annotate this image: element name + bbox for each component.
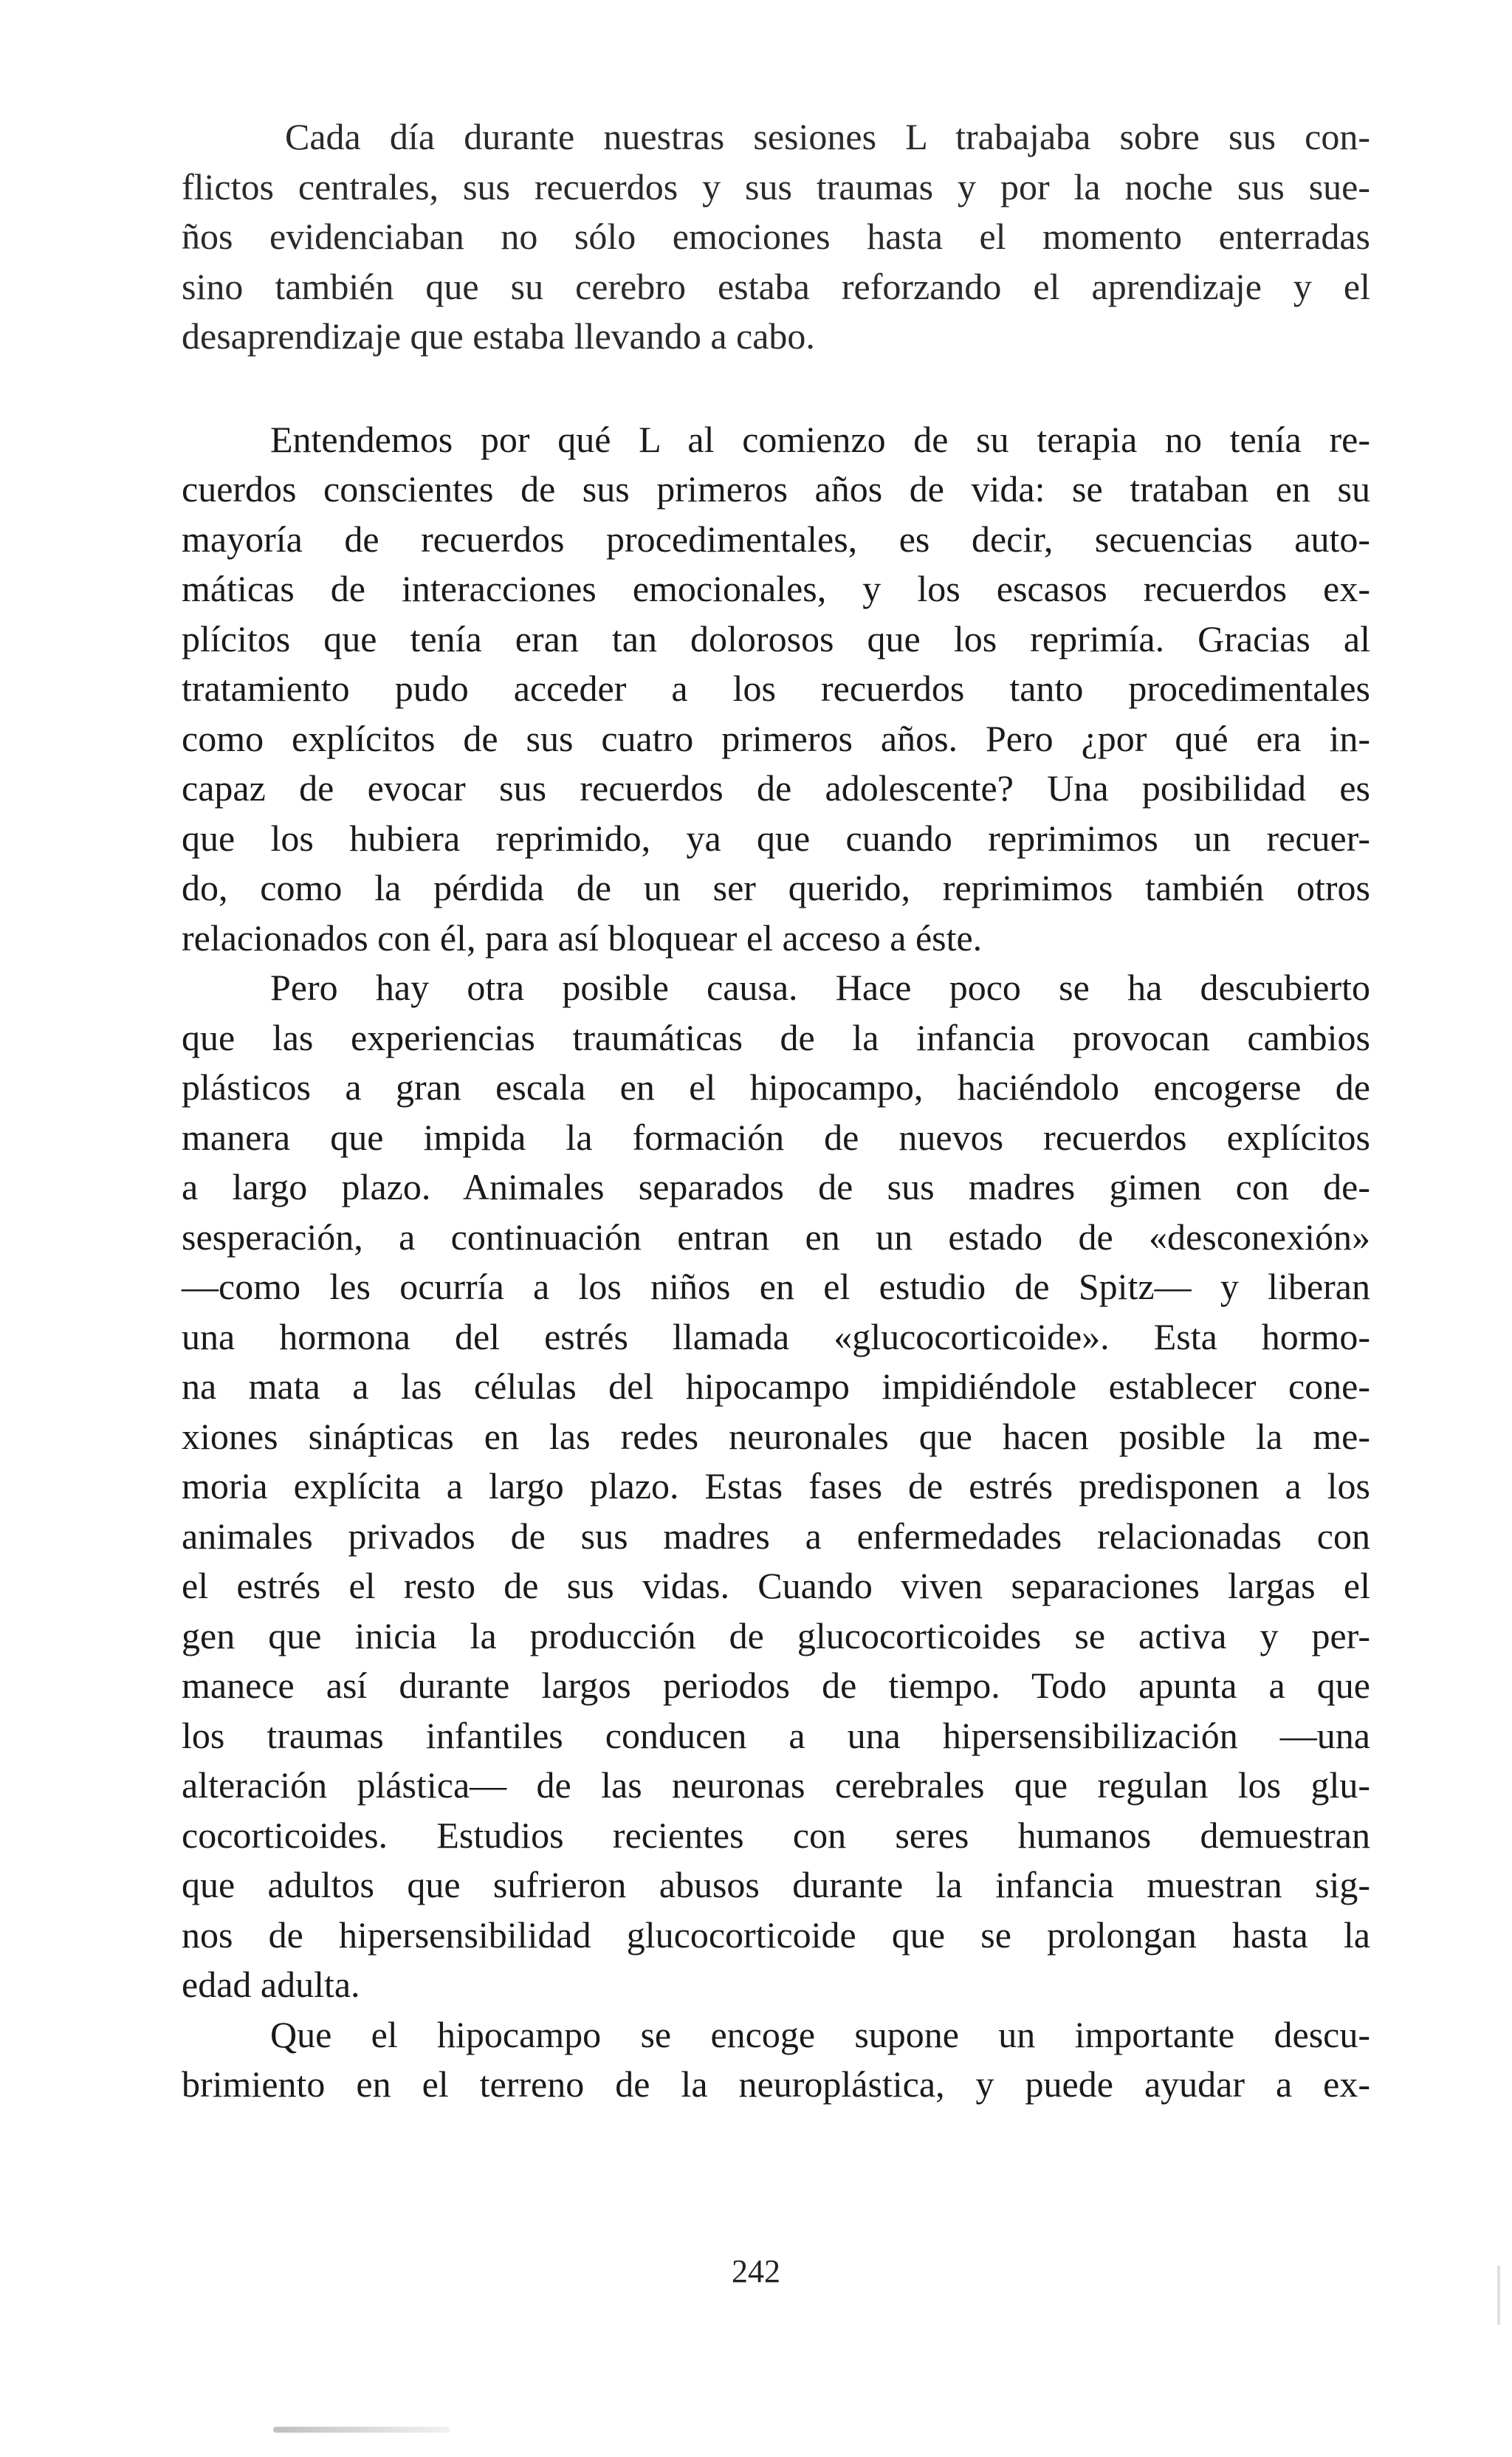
paragraph-2	[182, 415, 1370, 964]
text-line: a largo plazo. Animales separados de sus madres gimen con de-	[182, 1166, 1370, 1207]
paragraph-4	[182, 2010, 1370, 2110]
text-line: que los hubiera reprimido, ya que cuando reprimimos un recuer-	[182, 817, 1370, 859]
page-body	[182, 112, 1370, 2110]
text-line: sino también que su cerebro estaba reforzando el aprendizaje y el	[182, 265, 1370, 307]
text-line: mayoría de recuerdos procedimentales, es decir, secuencias auto-	[182, 518, 1370, 560]
text-line: edad adulta.	[182, 1964, 360, 2005]
text-line: que adultos que sufrieron abusos durante la infancia muestran sig-	[182, 1864, 1370, 1905]
text-line: plásticos a gran escala en el hipocampo, haciéndolo encogerse de	[182, 1066, 1370, 1108]
text-line: nos de hipersensibilidad glucocorticoide que se prolongan hasta la	[182, 1913, 1370, 1956]
text-line: los traumas infantiles conducen a una hipersensibilización —una	[182, 1714, 1370, 1756]
paragraph-3	[182, 963, 1370, 2010]
text-line: do, como la pérdida de un ser querido, reprimimos también otros	[182, 867, 1370, 908]
text-line: máticas de interacciones emocionales, y los escasos recuerdos ex-	[182, 568, 1370, 609]
paragraph-gap	[182, 362, 1370, 415]
text-line: una hormona del estrés llamada «glucocorticoide». Esta hormo-	[182, 1315, 1370, 1357]
page-number: 242	[732, 2253, 780, 2289]
text-line: —como les ocurría a los niños en el estudio de Spitz— y liberan	[182, 1266, 1370, 1307]
text-line: animales privados de sus madres a enfermedades relacionadas con	[182, 1515, 1370, 1557]
text-line: como explícitos de sus cuatro primeros años. Pero ¿por qué era in-	[182, 717, 1370, 759]
text-line: Pero hay otra posible causa. Hace poco se ha descubierto	[270, 967, 1370, 1008]
text-line: gen que inicia la producción de glucocorticoides se activa y per-	[182, 1614, 1370, 1656]
text-line: na mata a las células del hipocampo impidiéndole establecer cone-	[182, 1365, 1370, 1407]
text-line: sesperación, a continuación entran en un estado de «desconexión»	[182, 1216, 1370, 1258]
text-line: Que el hipocampo se encoge supone un importante descu-	[270, 2013, 1370, 2055]
text-line: que las experiencias traumáticas de la infancia provocan cambios	[182, 1016, 1370, 1058]
text-line: plícitos que tenía eran tan dolorosos que los reprimía. Gracias al	[182, 617, 1370, 659]
text-line: Cada día durante nuestras sesiones L trabajaba sobre sus con-	[285, 116, 1370, 157]
text-line: cuerdos conscientes de sus primeros años de vida: se trataban en su	[182, 468, 1370, 510]
text-line: manera que impida la formación de nuevos recuerdos explícitos	[182, 1116, 1370, 1158]
text-line: manece así durante largos periodos de tiempo. Todo apunta a que	[182, 1665, 1370, 1706]
text-line: el estrés el resto de sus vidas. Cuando viven separaciones largas el	[182, 1565, 1370, 1606]
text-line: alteración plástica— de las neuronas cerebrales que regulan los glu-	[182, 1764, 1370, 1806]
text-line: Entendemos por qué L al comienzo de su terapia no tenía re-	[270, 418, 1370, 460]
text-line: capaz de evocar sus recuerdos de adolescente? Una posibilidad es	[182, 767, 1370, 809]
text-line: desaprendizaje que estaba llevando a cabo.	[182, 315, 815, 357]
paragraph-1	[182, 112, 1370, 362]
text-line: xiones sinápticas en las redes neuronales que hacen posible la me-	[182, 1415, 1370, 1457]
scan-edge-mark	[1497, 2266, 1500, 2325]
text-line: moria explícita a largo plazo. Estas fases de estrés predisponen a los	[182, 1465, 1370, 1507]
text-line: ños evidenciaban no sólo emociones hasta el momento enterradas	[182, 216, 1370, 257]
text-line: relacionados con él, para así bloquear el acceso a éste.	[182, 916, 983, 959]
text-line: flictos centrales, sus recuerdos y sus traumas y por la noche sus sue-	[182, 165, 1370, 208]
scan-smudge	[273, 2427, 450, 2433]
text-line: cocorticoides. Estudios recientes con seres humanos demuestran	[182, 1814, 1370, 1856]
text-line: tratamiento pudo acceder a los recuerdos tanto procedimentales	[182, 668, 1370, 709]
text-line: brimiento en el terreno de la neuroplástica, y puede ayudar a ex-	[182, 2063, 1370, 2105]
